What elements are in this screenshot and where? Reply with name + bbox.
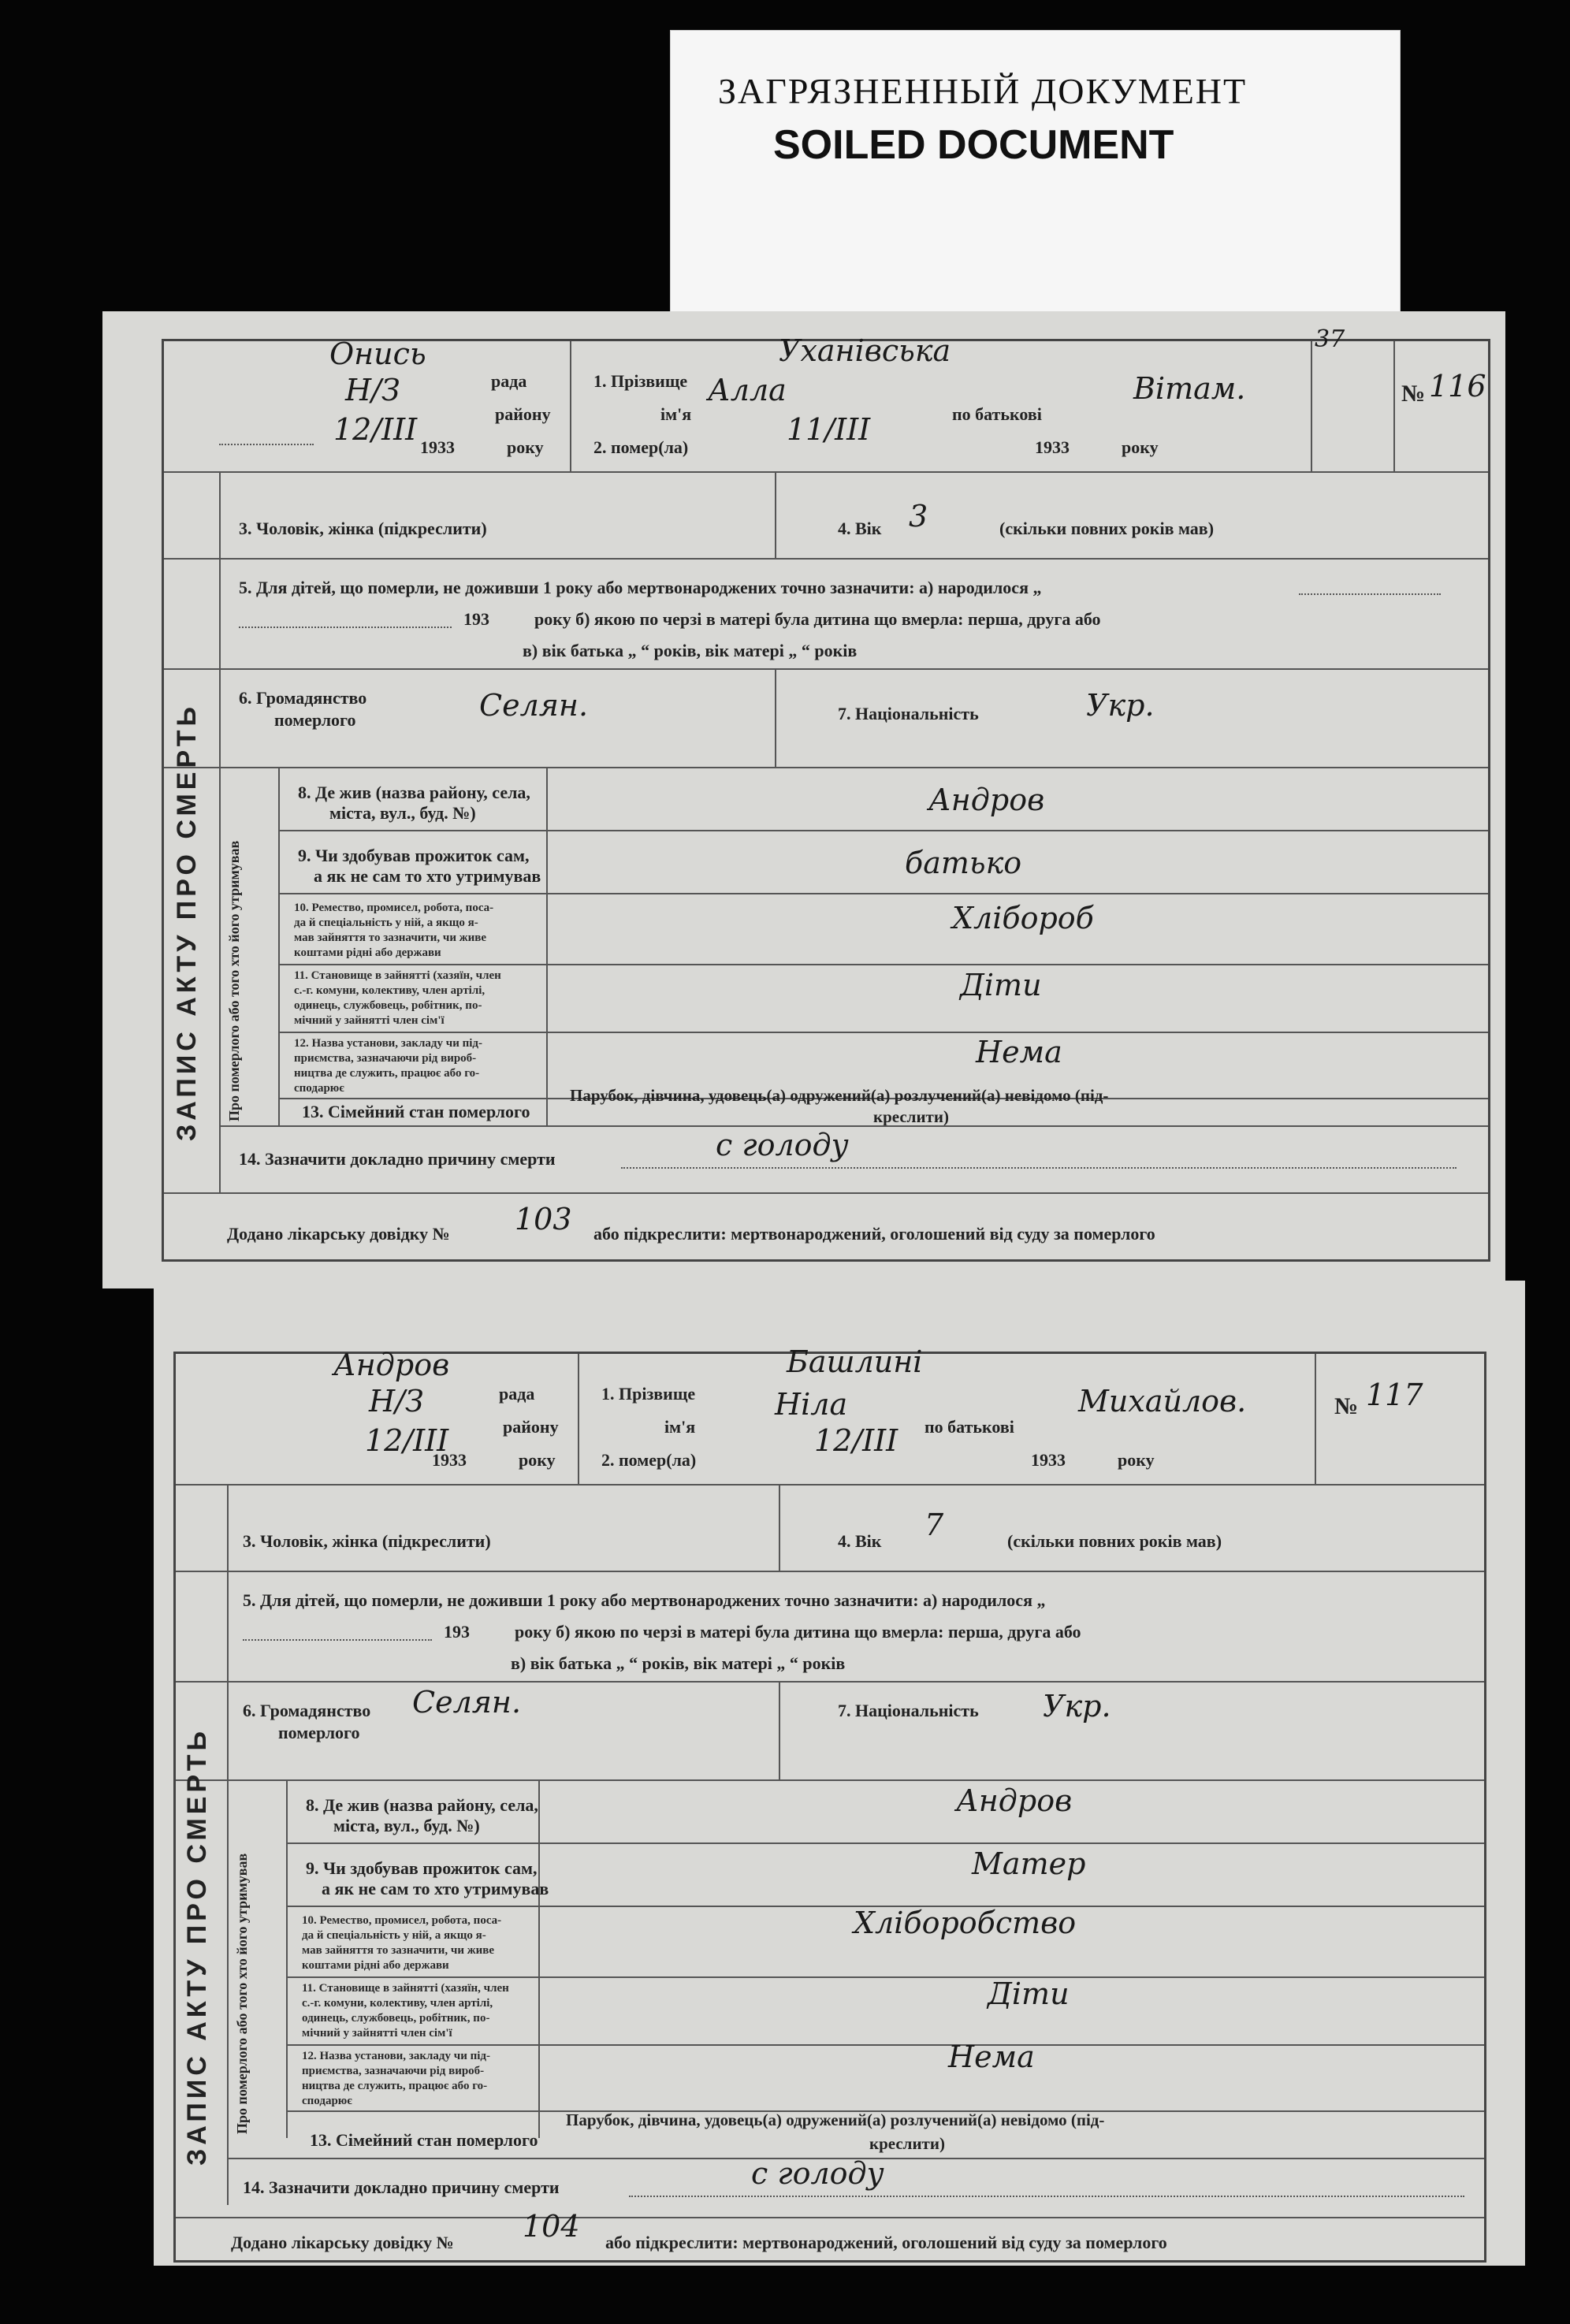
label-children-2: року б) якою по черзі в матері була дитина що вмерла: перша, друга або: [534, 609, 1101, 629]
label-rada: рада: [491, 371, 527, 391]
hw-f8: Андров: [956, 1783, 1073, 1818]
label-f12-3: ництва де служить, працює або го-: [294, 1067, 480, 1080]
label-f11-3: одинець, службовець, робітник, по-: [294, 999, 482, 1012]
hw-f12: Нема: [948, 2040, 1035, 2074]
hw-age: 3: [909, 499, 928, 534]
hw-f11: Діти: [988, 1976, 1070, 2011]
side-group-label: Про померлого або того хто його утримував: [226, 840, 242, 1121]
label-f10-1: 10. Ремество, промисел, робота, поса-: [294, 902, 494, 914]
year-printed: 1933: [432, 1450, 467, 1470]
side-group-label: Про померлого або того хто його утримував: [234, 1853, 250, 2134]
label-marital-opts-2: креслити): [869, 2134, 945, 2153]
label-died: 2. помер(ла): [593, 437, 689, 457]
hw-patronymic: Михайлов.: [1078, 1384, 1247, 1419]
record-card-2: [173, 1344, 1486, 2263]
hw-rada: Андров: [333, 1348, 450, 1382]
hw-citizenship: Селян.: [479, 688, 589, 723]
label-age-suffix: (скільки повних років мав): [1007, 1531, 1222, 1551]
label-children-3: в) вік батька „ “ років, вік матері „ “ років: [511, 1653, 846, 1673]
hw-died: 11/III: [787, 412, 871, 447]
label-patronymic: по батькові: [952, 404, 1042, 424]
label-children-1: 5. Для дітей, що померли, не доживши 1 року або мертвонароджених точно зазначити: а) народилося „: [239, 578, 1042, 597]
hw-name: Алла: [708, 373, 787, 407]
label-nationality: 7. Національність: [838, 704, 979, 723]
label-f10-4: коштами рідні або держави: [302, 1959, 449, 1972]
hw-cause: с голоду: [716, 1128, 849, 1162]
label-f10-2: да й спеціальність у ній, а якщо я-: [302, 1929, 486, 1942]
hw-f8: Андров: [928, 783, 1045, 817]
hw-f10: Хлібороб: [952, 901, 1094, 935]
label-f10-1: 10. Ремество, промисел, робота, поса-: [302, 1914, 502, 1927]
label-f12-1: 12. Назва установи, закладу чи під-: [294, 1037, 482, 1050]
hw-date: 12/III: [365, 1423, 449, 1458]
hw-f10: Хліборобство: [854, 1906, 1077, 1940]
label-raionu: району: [503, 1417, 559, 1437]
label-marital-opts-1: Парубок, дівчина, удовець(а) одружений(а) розлучений(а) невідомо (під-: [570, 1086, 1109, 1105]
hw-raion: Н/З: [345, 373, 400, 407]
hw-f9: Матер: [972, 1846, 1086, 1881]
label-age: 4. Вік: [838, 519, 882, 538]
stamp-line-en: SOILED DOCUMENT: [773, 122, 1174, 168]
hw-died: 12/III: [814, 1423, 898, 1458]
label-f12-3: ництва де служить, працює або го-: [302, 2080, 488, 2092]
label-rada: рада: [499, 1384, 535, 1404]
label-f12-2: приємства, зазначаючи рід вироб-: [302, 2065, 485, 2077]
hw-surname: Уханівська: [779, 333, 951, 368]
record-no-prefix: №: [1334, 1393, 1359, 1419]
label-children-1: 5. Для дітей, що померли, не доживши 1 року або мертвонароджених точно зазначити: а) народилося „: [243, 1590, 1046, 1610]
label-raionu: району: [495, 404, 551, 424]
label-cause: 14. Зазначити докладно причину смерти: [243, 2177, 560, 2197]
label-f12-4: сподарює: [294, 1082, 344, 1095]
label-surname: 1. Прізвище: [593, 371, 688, 391]
label-children-2: року б) якою по черзі в матері була дитина що вмерла: перша, друга або: [515, 1622, 1081, 1642]
hw-surname: Башлині: [787, 1344, 923, 1379]
label-citizenship-2: померлого: [278, 1723, 360, 1742]
label-f12-1: 12. Назва установи, закладу чи під-: [302, 2050, 490, 2062]
vertical-title-2: ЗАПИС АКТУ ПРО СМЕРТЬ: [182, 1727, 212, 2166]
hw-name: Ніла: [775, 1387, 848, 1422]
label-sex: 3. Чоловік, жінка (підкреслити): [239, 519, 487, 538]
year-printed: 1933: [420, 437, 455, 457]
label-f10-3: мав зайняття то зазначити, чи живе: [302, 1944, 495, 1957]
label-died: 2. помер(ла): [601, 1450, 697, 1470]
label-age: 4. Вік: [838, 1531, 882, 1551]
label-footer-a: Додано лікарську довідку №: [227, 1224, 450, 1244]
hw-record-no: 116: [1429, 369, 1486, 403]
label-f10-2: да й спеціальність у ній, а якщо я-: [294, 917, 478, 929]
record-card-1: [162, 325, 1490, 1262]
hw-age: 7: [925, 1508, 944, 1542]
hw-patronymic: Вітам.: [1133, 371, 1246, 406]
label-f12-2: приємства, зазначаючи рід вироб-: [294, 1052, 477, 1065]
hw-f12: Нема: [976, 1035, 1062, 1069]
label-marital-opts-1: Парубок, дівчина, удовець(а) одружений(а) розлучений(а) невідомо (під-: [566, 2110, 1105, 2129]
label-name: ім'я: [664, 1417, 696, 1437]
label-patronymic: по батькові: [925, 1417, 1014, 1437]
label-f11-4: мічний у зайнятті член сім'ї: [294, 1014, 445, 1027]
hw-cause: с голоду: [751, 2156, 884, 2191]
hw-cert-no: 103: [515, 1202, 572, 1236]
hw-record-no: 117: [1366, 1378, 1423, 1412]
label-citizenship-2: померлого: [274, 710, 356, 730]
label-f11-3: одинець, службовець, робітник, по-: [302, 2012, 490, 2025]
label-sex: 3. Чоловік, жінка (підкреслити): [243, 1531, 491, 1551]
label-cause: 14. Зазначити докладно причину смерти: [239, 1149, 556, 1169]
label-surname: 1. Прізвище: [601, 1384, 696, 1404]
label-f12-4: сподарює: [302, 2095, 352, 2107]
soiled-document-stamp: [670, 30, 1401, 315]
label-f11-2: с.-г. комуни, колективу, член артілі,: [302, 1997, 493, 2010]
hw-rada: Онись: [329, 337, 426, 371]
hw-raion: Н/З: [369, 1384, 424, 1419]
record-sheet-1: [102, 311, 1505, 1288]
label-marital: 13. Сімейний стан померлого: [302, 1102, 530, 1121]
label-f11-1: 11. Становище в зайнятті (хазяїн, член: [302, 1982, 509, 1995]
label-f9-2: а як не сам то хто утримував: [322, 1879, 549, 1898]
label-f8-2: міста, вул., буд. №): [333, 1816, 480, 1835]
hw-nationality: Укр.: [1043, 1689, 1111, 1723]
hw-f11: Діти: [960, 968, 1042, 1002]
label-f8-1: 8. Де жив (назва району, села,: [306, 1795, 538, 1815]
label-children-3: в) вік батька „ “ років, вік матері „ “ років: [523, 641, 858, 660]
vertical-title-1: ЗАПИС АКТУ ПРО СМЕРТЬ: [172, 703, 202, 1141]
label-age-suffix: (скільки повних років мав): [999, 519, 1215, 538]
label-f11-1: 11. Становище в зайнятті (хазяїн, член: [294, 969, 501, 982]
label-f8-1: 8. Де жив (назва району, села,: [298, 783, 530, 802]
label-footer-b: або підкреслити: мертвонароджений, оголошений від суду за померлого: [605, 2233, 1167, 2252]
hw-date: 12/III: [333, 412, 418, 447]
label-nationality: 7. Національність: [838, 1701, 979, 1720]
year-died: 1933: [1035, 437, 1070, 457]
record-no-prefix: №: [1401, 381, 1426, 407]
label-f11-2: с.-г. комуни, колективу, член артілі,: [294, 984, 486, 997]
label-f9-2: а як не сам то хто утримував: [314, 866, 541, 886]
hw-nationality: Укр.: [1086, 688, 1155, 723]
year-died: 1933: [1031, 1450, 1066, 1470]
label-children-193: 193: [463, 609, 489, 629]
label-footer-a: Додано лікарську довідку №: [231, 2233, 454, 2252]
label-f10-4: коштами рідні або держави: [294, 946, 441, 959]
label-f8-2: міста, вул., буд. №): [329, 803, 476, 823]
label-f10-3: мав зайняття то зазначити, чи живе: [294, 931, 487, 944]
label-roku-2: року: [1118, 1450, 1155, 1470]
label-name: ім'я: [660, 404, 692, 424]
hw-corner-mark: 37: [1315, 325, 1345, 353]
label-marital-opts-2: креслити): [873, 1107, 949, 1126]
hw-cert-no: 104: [523, 2209, 580, 2244]
label-roku-2: року: [1122, 437, 1159, 457]
label-f9-1: 9. Чи здобував прожиток сам,: [298, 846, 530, 865]
stamp-line-ru: ЗАГРЯЗНЕННЫЙ ДОКУМЕНТ: [718, 71, 1248, 111]
hw-f9: батько: [905, 846, 1022, 880]
hw-citizenship: Селян.: [412, 1685, 522, 1720]
label-children-193: 193: [444, 1622, 470, 1642]
label-citizenship-1: 6. Громадянство: [243, 1701, 371, 1720]
label-roku: року: [519, 1450, 556, 1470]
label-f9-1: 9. Чи здобував прожиток сам,: [306, 1858, 538, 1878]
label-f11-4: мічний у зайнятті член сім'ї: [302, 2027, 452, 2040]
record-sheet-2: [154, 1281, 1525, 2266]
label-roku: року: [507, 437, 544, 457]
label-marital: 13. Сімейний стан померлого: [310, 2130, 538, 2150]
label-footer-b: або підкреслити: мертвонароджений, оголошений від суду за померлого: [593, 1224, 1155, 1244]
label-citizenship-1: 6. Громадянство: [239, 688, 367, 708]
